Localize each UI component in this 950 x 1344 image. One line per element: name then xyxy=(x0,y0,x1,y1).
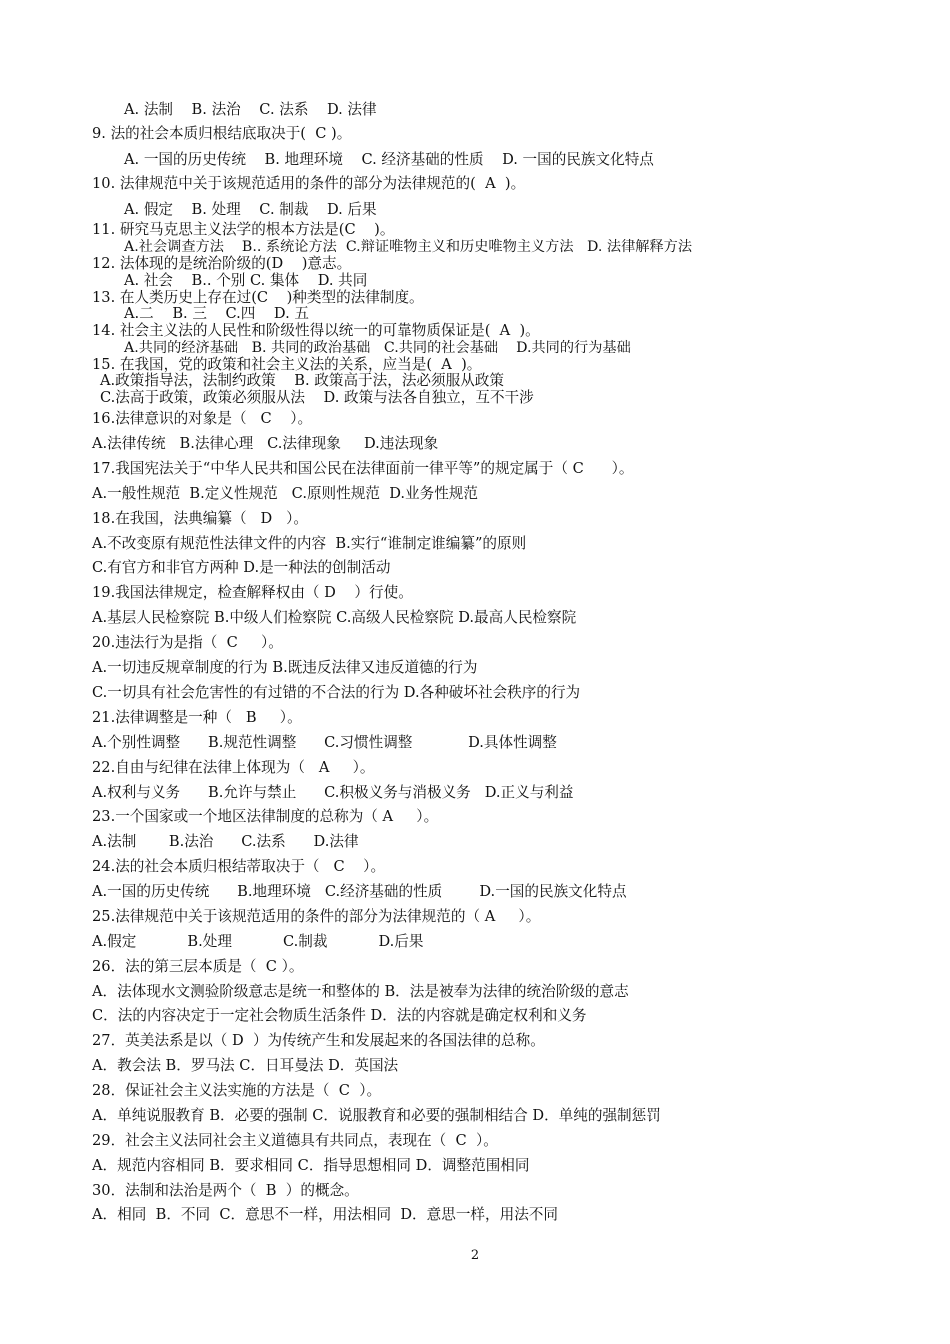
q13-question: 13. 在人类历史上存在过(C )种类型的法律制度。 xyxy=(92,289,424,306)
q18-options-ab: A.不改变原有规范性法律文件的内容 B.实行“谁制定谁编纂”的原则 xyxy=(92,535,527,552)
q11-options: A.社会调查方法 B.. 系统论方法 C.辩证唯物主义和历史唯物主义方法 D. 法律解释方法 xyxy=(124,239,693,255)
q15-options-ab: A.政策指导法，法制约政策 B. 政策高于法，法必须服从政策 xyxy=(100,372,504,389)
q9-options: A. 一国的历史传统 B. 地理环境 C. 经济基础的性质 D. 一国的民族文化特点 xyxy=(124,151,654,168)
q14-options: A.共同的经济基础 B. 共同的政治基础 C.共同的社会基础 D.共同的行为基础 xyxy=(124,340,631,356)
q20-options-ab: A.一切违反规章制度的行为 B.既违反法律又违反道德的行为 xyxy=(92,659,478,676)
q19-question: 19.我国法律规定，检查解释权由（ D ）行使。 xyxy=(92,584,413,601)
q28-question: 28．保证社会主义法实施的方法是（ C ）。 xyxy=(92,1082,382,1099)
q20-options-cd: C.一切具有社会危害性的有过错的不合法的行为 D.各种破坏社会秩序的行为 xyxy=(92,684,581,701)
q28-options: A．单纯说服教育 B．必要的强制 C．说服教育和必要的强制相结合 D．单纯的强制惩罚 xyxy=(92,1107,661,1124)
q30-question: 30．法制和法治是两个（ B ）的概念。 xyxy=(92,1182,359,1199)
q10-question: 10. 法律规范中关于该规范适用的条件的部分为法律规范的( A )。 xyxy=(92,175,526,192)
q15-question: 15. 在我国，党的政策和社会主义法的关系，应当是( A )。 xyxy=(92,356,482,373)
q23-question: 23.一个国家或一个地区法律制度的总称为（ A ）。 xyxy=(92,808,439,825)
q26-options-cd: C．法的内容决定于一定社会物质生活条件 D．法的内容就是确定权利和义务 xyxy=(92,1007,587,1024)
q12-options: A. 社会 B.. 个别 C. 集体 D. 共同 xyxy=(124,272,368,289)
q29-question: 29．社会主义法同社会主义道德具有共同点，表现在（ C ）。 xyxy=(92,1132,498,1149)
q25-question: 25.法律规范中关于该规范适用的条件的部分为法律规范的（ A ）。 xyxy=(92,908,541,925)
q16-options: A.法律传统 B.法律心理 C.法律现象 D.违法现象 xyxy=(92,435,439,452)
q21-question: 21.法律调整是一种（ B ）。 xyxy=(92,709,302,726)
q18-options-cd: C.有官方和非官方两种 D.是一种法的创制活动 xyxy=(92,559,391,576)
q17-options: A.一般性规范 B.定义性规范 C.原则性规范 D.业务性规范 xyxy=(92,485,478,502)
q9-question: 9. 法的社会本质归根结底取决于( C )。 xyxy=(92,125,352,142)
q26-question: 26．法的第三层本质是（ C ）。 xyxy=(92,958,304,975)
q20-question: 20.违法行为是指（ C ）。 xyxy=(92,634,283,651)
q23-options: A.法制 B.法治 C.法系 D.法律 xyxy=(92,833,359,850)
q21-options: A.个别性调整 B.规范性调整 C.习惯性调整 D.具体性调整 xyxy=(92,734,557,751)
q29-options: A．规范内容相同 B．要求相同 C．指导思想相同 D．调整范围相同 xyxy=(92,1157,530,1174)
q12-question: 12. 法体现的是统治阶级的(D )意志。 xyxy=(92,255,352,272)
q16-question: 16.法律意识的对象是（ C ）。 xyxy=(92,410,313,427)
q19-options: A.基层人民检察院 B.中级人们检察院 C.高级人民检察院 D.最高人民检察院 xyxy=(92,609,577,626)
q30-options: A．相同 B．不同 C．意思不一样，用法相同 D．意思一样，用法不同 xyxy=(92,1206,558,1223)
q26-options-ab: A．法体现水文测验阶级意志是统一和整体的 B．法是被奉为法律的统治阶级的意志 xyxy=(92,983,629,1000)
q15-options-cd: C.法高于政策，政策必须服从法 D. 政策与法各自独立，互不干涉 xyxy=(100,389,534,406)
q25-options: A.假定 B.处理 C.制裁 D.后果 xyxy=(92,933,424,950)
page-number: 2 xyxy=(470,1248,480,1263)
q22-question: 22.自由与纪律在法律上体现为（ A ）。 xyxy=(92,759,375,776)
q11-question: 11. 研究马克思主义法学的根本方法是(C )。 xyxy=(92,221,395,238)
q24-options: A.一国的历史传统 B.地理环境 C.经济基础的性质 D.一国的民族文化特点 xyxy=(92,883,627,900)
q14-question: 14. 社会主义法的人民性和阶级性得以统一的可靠物质保证是( A )。 xyxy=(92,322,540,339)
q27-options: A．教会法 B．罗马法 C．日耳曼法 D．英国法 xyxy=(92,1057,399,1074)
q24-question: 24.法的社会本质归根结蒂取决于（ C ）。 xyxy=(92,858,386,875)
q13-options: A.二 B. 三 C.四 D. 五 xyxy=(124,305,309,322)
q17-question: 17.我国宪法关于“中华人民共和国公民在法律面前一律平等”的规定属于（ C ）。 xyxy=(92,460,634,477)
q10-options: A. 假定 B. 处理 C. 制裁 D. 后果 xyxy=(124,201,377,218)
q22-options: A.权利与义务 B.允许与禁止 C.积极义务与消极义务 D.正义与利益 xyxy=(92,784,574,801)
q8-options: A. 法制 B. 法治 C. 法系 D. 法律 xyxy=(124,101,377,118)
q18-question: 18.在我国，法典编纂（ D ）。 xyxy=(92,510,308,527)
q27-question: 27．英美法系是以（ D ）为传统产生和发展起来的各国法律的总称。 xyxy=(92,1032,545,1049)
